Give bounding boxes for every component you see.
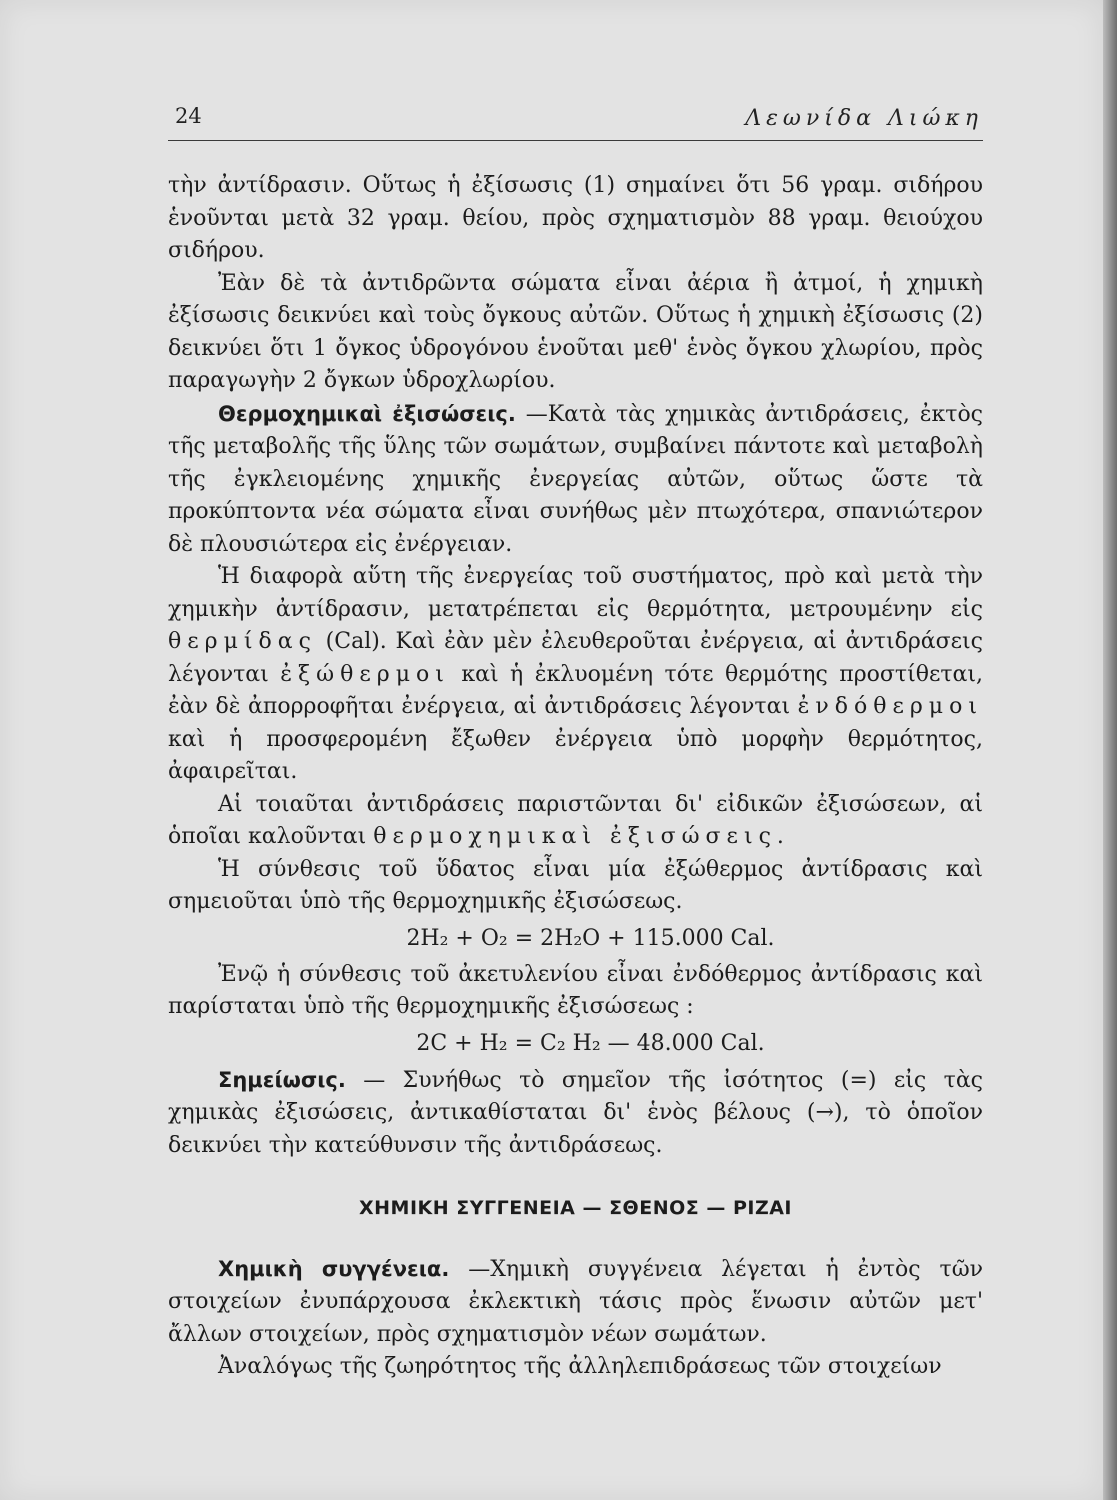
heading-note: Σημείωσις. [218, 1067, 346, 1092]
paragraph-affinity [168, 1253, 983, 1352]
paragraph-9-text: —Χημικὴ συγγένεια λέγεται ἡ ἐντὸς τῶν στοιχείων ἐνυπάρχουσα ἐκλεκτικὴ τάσις πρὸς ἕνωσιν αὐτῶν μετ' ἄλλων στοιχείων, πρὸς σχηματισμὸν νέων σωμάτων. [168, 1256, 984, 1347]
paragraph-note [168, 1064, 983, 1163]
paragraph-3-text: —Κατὰ τὰς χημικὰς ἀντιδράσεις, ἐκτὸς τῆς μεταβολῆς τῆς ὕλης τῶν σωμάτων, συμβαίνει πάντοτε καὶ μεταβολὴ τῆς ἐγκλειομένης χημικῆς ἐνεργείας αὐτῶν, οὕτως ὥστε τὰ προκύπτοντα νέα σώματα εἶναι συνήθως μὲν πτωχότερα, σπανιώτερον δὲ πλουσιώτερα εἰς ἐνέργειαν. [168, 401, 984, 557]
term-exothermic: ἐξώθερμοι [280, 661, 450, 687]
page-number: 24 [175, 104, 202, 128]
term-thermochemical-equations: θερμοχημικαὶ ἐξισώσεις. [373, 824, 790, 849]
equation-water: 2H₂ + O₂ = 2H₂O + 115.000 Cal. [406, 925, 775, 951]
paragraph-5 [168, 789, 983, 854]
heading-chemical-affinity: Χημικὴ συγγένεια. [218, 1256, 450, 1281]
body-text [168, 170, 983, 1384]
paragraph-7: Ἐνῷ ἡ σύνθεσις τοῦ ἀκετυλενίου εἶναι ἐνδόθερμος ἀντίδρασις καὶ παρίσταται ὑπὸ τῆς θερμοχημικῆς ἐξισώσεως : [168, 961, 983, 1019]
paragraph-2: Ἐὰν δὲ τὰ ἀντιδρῶντα σώματα εἶναι ἀέρια ἢ ἀτμοί, ἡ χημικὴ ἐξίσωσις δεικνύει καὶ τοὺς ὄγκους αὐτῶν. Οὕτως ἡ χημικὴ ἐξίσωσις (2) δεικνύει ὅτι 1 ὄγκος ὑδρογόνου ἑνοῦται μεθ' ἑνὸς ὄγκου χλωρίου, πρὸς παραγωγὴν 2 ὄγκων ὑδροχλωρίου. [168, 270, 983, 393]
running-head: Λεωνίδα Λιώκη [745, 106, 983, 131]
paragraph-4-text-d: καὶ ἡ προσφερομένη ἔξωθεν ἐνέργεια ὑπὸ μορφὴν θερμότητος, ἀφαιρεῖται. [168, 726, 983, 784]
section-title: ΧΗΜΙΚΗ ΣΥΓΓΕΝΕΙΑ — ΣΘΕΝΟΣ — ΡΙΖΑΙ [359, 1197, 792, 1219]
paragraph-4-text-c: καὶ ἡ ἐκλυομένη τότε θερμότης προστίθεται, ἐὰν δὲ ἀπορροφῆται ἐνέργεια, αἱ ἀντιδράσεις λέγονται [168, 661, 984, 719]
page-header [168, 100, 983, 141]
paragraph-8-text: — Συνήθως τὸ σημεῖον τῆς ἰσότητος (=) εἰς τὰς χημικὰς ἐξισώσεις, ἀντικαθίσταται δι' ἑνὸς βέλους (→), τὸ ὁποῖον δεικνύει τὴν κατεύθυνσιν τῆς ἀντιδράσεως. [168, 1067, 984, 1158]
paragraph-10: Ἀναλόγως τῆς ζωηρότητος τῆς ἀλληλεπιδράσεως τῶν στοιχείων [218, 1354, 942, 1379]
paragraph-1: τὴν ἀντίδρασιν. Οὕτως ἡ ἐξίσωσις (1) σημαίνει ὅτι 56 γραμ. σιδήρου ἑνοῦνται μετὰ 32 γραμ. θείου, πρὸς σχηματισμὸν 88 γραμ. θειούχου σιδήρου. [168, 173, 983, 263]
paragraph-6: Ἡ σύνθεσις τοῦ ὕδατος εἶναι μία ἐξώθερμος ἀντίδρασις καὶ σημειοῦται ὑπὸ τῆς θερμοχημικῆς ἐξισώσεως. [168, 856, 983, 914]
paragraph-5-text: Αἱ τοιαῦται ἀντιδράσεις παριστῶνται δι' εἰδικῶν ἐξισώσεων, αἱ ὁποῖαι καλοῦνται [168, 791, 983, 849]
heading-thermochemical-equations: Θερμοχημικαὶ ἐξισώσεις. [218, 401, 516, 426]
page-edge [1103, 0, 1117, 1500]
paragraph-4 [168, 561, 983, 789]
paragraph-thermochemical [168, 398, 983, 562]
paragraph-4-text-a: Ἡ διαφορὰ αὕτη τῆς ἐνεργείας τοῦ συστήματος, πρὸ καὶ μετὰ τὴν χημικὴν ἀντίδρασιν, μετατρέπεται εἰς θερμότητα, μετρουμένην εἰς [168, 564, 983, 622]
paragraph-4-text-b: (Cal). Καὶ ἐὰν μὲν ἐλευθεροῦται ἐνέργεια, αἱ ἀντιδράσεις λέγονται [168, 629, 983, 687]
term-endothermic: ἐνδόθερμοι [797, 694, 983, 719]
term-calories: θερμίδας [168, 629, 317, 654]
equation-acetylene: 2C + H₂ = C₂ H₂ — 48.000 Cal. [416, 1030, 765, 1056]
